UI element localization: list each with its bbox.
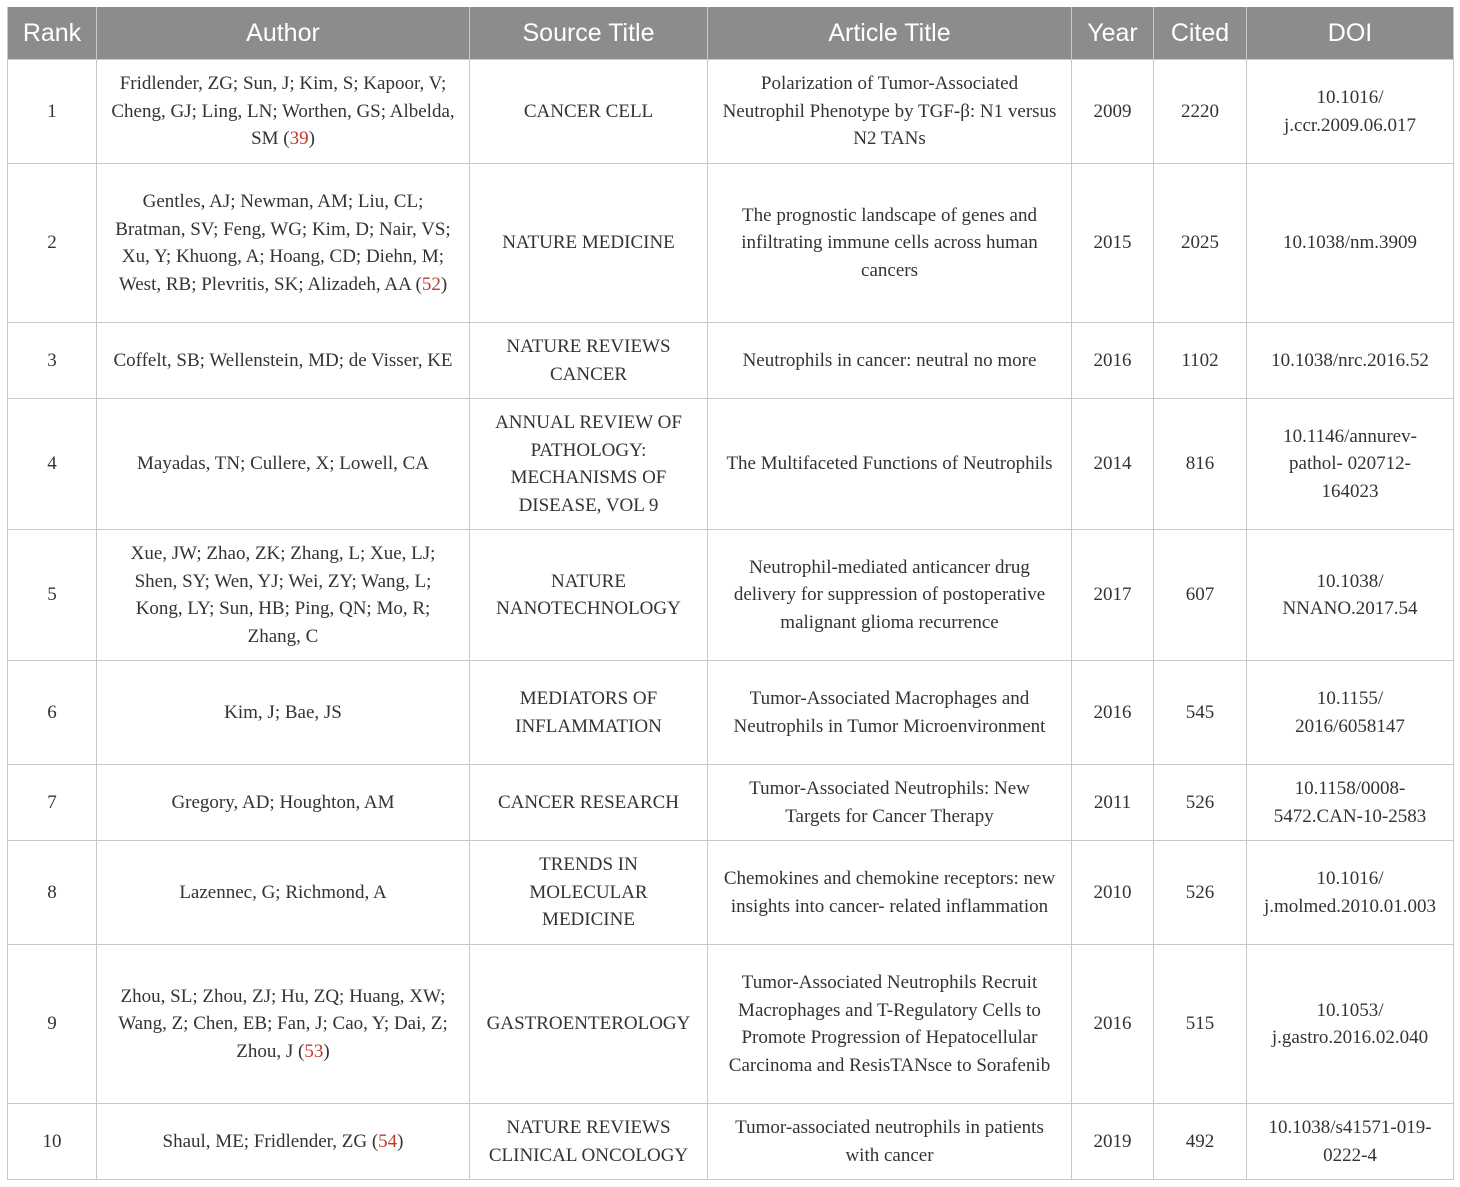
cell-article-title: Tumor-associated neutrophils in patients with cancer <box>708 1104 1072 1180</box>
table-row <box>8 60 1454 164</box>
cell-article-title: Chemokines and chemokine receptors: new insights into cancer- related inflammation <box>708 841 1072 945</box>
cell-source-title: ANNUAL REVIEW OF PATHOLOGY: MECHANISMS OF DISEASE, VOL 9 <box>470 399 708 530</box>
author-names: Shaul, ME; Fridlender, ZG <box>162 1130 368 1152</box>
header-author: Author <box>97 7 470 60</box>
cell-doi: 10.1016/ j.molmed.2010.01.003 <box>1247 841 1454 945</box>
cell-rank: 2 <box>8 164 97 323</box>
cell-article-title: The Multifaceted Functions of Neutrophils <box>708 399 1072 530</box>
table-row <box>8 1104 1454 1180</box>
header-source-title: Source Title <box>470 7 708 60</box>
table-row <box>8 399 1454 530</box>
cell-cited: 1102 <box>1154 323 1247 399</box>
cell-author: Shaul, ME; Fridlender, ZG (54) <box>97 1104 470 1180</box>
cell-source-title: TRENDS IN MOLECULAR MEDICINE <box>470 841 708 945</box>
cell-author: Coffelt, SB; Wellenstein, MD; de Visser, KE <box>97 323 470 399</box>
table-row <box>8 530 1454 661</box>
cell-doi: 10.1038/nrc.2016.52 <box>1247 323 1454 399</box>
cell-year: 2010 <box>1072 841 1154 945</box>
cell-author: Kim, J; Bae, JS <box>97 661 470 765</box>
cell-year: 2016 <box>1072 661 1154 765</box>
cell-article-title: Polarization of Tumor-Associated Neutrophil Phenotype by TGF-β: N1 versus N2 TANs <box>708 60 1072 164</box>
reference-link[interactable]: 52 <box>421 273 441 295</box>
cell-source-title: NATURE NANOTECHNOLOGY <box>470 530 708 661</box>
cell-article-title: Neutrophil-mediated anticancer drug delivery for suppression of postoperative malignant glioma recurrence <box>708 530 1072 661</box>
cell-author: Gentles, AJ; Newman, AM; Liu, CL; Bratman, SV; Feng, WG; Kim, D; Nair, VS; Xu, Y; Khuong, A; Hoang, CD; Diehn, M; West, RB; Plevritis, SK; Alizadeh, AA (52) <box>97 164 470 323</box>
cell-doi: 10.1038/nm.3909 <box>1247 164 1454 323</box>
cell-cited: 526 <box>1154 765 1247 841</box>
cell-year: 2016 <box>1072 323 1154 399</box>
top-cited-articles-table <box>7 7 1454 1180</box>
cell-source-title: GASTROENTEROLOGY <box>470 945 708 1104</box>
cell-cited: 816 <box>1154 399 1247 530</box>
author-names: Fridlender, ZG; Sun, J; Kim, S; Kapoor, V; Cheng, GJ; Ling, LN; Worthen, GS; Albelda, SM <box>111 73 455 150</box>
cell-article-title: Neutrophils in cancer: neutral no more <box>708 323 1072 399</box>
cell-cited: 526 <box>1154 841 1247 945</box>
cell-doi: 10.1155/ 2016/6058147 <box>1247 661 1454 765</box>
header-doi: DOI <box>1247 7 1454 60</box>
cell-author: Zhou, SL; Zhou, ZJ; Hu, ZQ; Huang, XW; Wang, Z; Chen, EB; Fan, J; Cao, Y; Dai, Z; Zhou, J (53) <box>97 945 470 1104</box>
cell-article-title: The prognostic landscape of genes and infiltrating immune cells across human cancers <box>708 164 1072 323</box>
cell-author: Gregory, AD; Houghton, AM <box>97 765 470 841</box>
cell-year: 2019 <box>1072 1104 1154 1180</box>
cell-doi: 10.1038/ NNANO.2017.54 <box>1247 530 1454 661</box>
table-row <box>8 945 1454 1104</box>
citation-table-container <box>7 7 1453 1180</box>
reference-link[interactable]: 54 <box>378 1130 398 1152</box>
cell-source-title: MEDIATORS OF INFLAMMATION <box>470 661 708 765</box>
reference-link[interactable]: 53 <box>304 1040 324 1062</box>
header-cited: Cited <box>1154 7 1247 60</box>
cell-doi: 10.1158/0008- 5472.CAN-10-2583 <box>1247 765 1454 841</box>
cell-cited: 2025 <box>1154 164 1247 323</box>
cell-doi: 10.1053/ j.gastro.2016.02.040 <box>1247 945 1454 1104</box>
header-year: Year <box>1072 7 1154 60</box>
cell-author: Fridlender, ZG; Sun, J; Kim, S; Kapoor, V; Cheng, GJ; Ling, LN; Worthen, GS; Albelda, SM (39) <box>97 60 470 164</box>
cell-year: 2016 <box>1072 945 1154 1104</box>
cell-rank: 8 <box>8 841 97 945</box>
cell-source-title: CANCER CELL <box>470 60 708 164</box>
cell-article-title: Tumor-Associated Macrophages and Neutrophils in Tumor Microenvironment <box>708 661 1072 765</box>
cell-cited: 515 <box>1154 945 1247 1104</box>
cell-source-title: NATURE REVIEWS CLINICAL ONCOLOGY <box>470 1104 708 1180</box>
cell-year: 2009 <box>1072 60 1154 164</box>
table-row <box>8 765 1454 841</box>
cell-rank: 6 <box>8 661 97 765</box>
table-row <box>8 661 1454 765</box>
cell-year: 2014 <box>1072 399 1154 530</box>
cell-author: Lazennec, G; Richmond, A <box>97 841 470 945</box>
cell-rank: 3 <box>8 323 97 399</box>
cell-article-title: Tumor-Associated Neutrophils Recruit Macrophages and T-Regulatory Cells to Promote Progression of Hepatocellular Carcinoma and ResisTANsce to Sorafenib <box>708 945 1072 1104</box>
cell-year: 2015 <box>1072 164 1154 323</box>
cell-source-title: NATURE REVIEWS CANCER <box>470 323 708 399</box>
cell-doi: 10.1016/ j.ccr.2009.06.017 <box>1247 60 1454 164</box>
cell-doi: 10.1038/s41571-019- 0222-4 <box>1247 1104 1454 1180</box>
cell-rank: 10 <box>8 1104 97 1180</box>
cell-rank: 9 <box>8 945 97 1104</box>
cell-article-title: Tumor-Associated Neutrophils: New Targets for Cancer Therapy <box>708 765 1072 841</box>
cell-cited: 545 <box>1154 661 1247 765</box>
cell-year: 2011 <box>1072 765 1154 841</box>
cell-source-title: CANCER RESEARCH <box>470 765 708 841</box>
cell-cited: 607 <box>1154 530 1247 661</box>
cell-cited: 492 <box>1154 1104 1247 1180</box>
header-article-title: Article Title <box>708 7 1072 60</box>
cell-rank: 4 <box>8 399 97 530</box>
cell-doi: 10.1146/annurev- pathol- 020712-164023 <box>1247 399 1454 530</box>
table-body <box>8 60 1454 1180</box>
table-row <box>8 841 1454 945</box>
cell-source-title: NATURE MEDICINE <box>470 164 708 323</box>
cell-rank: 5 <box>8 530 97 661</box>
cell-rank: 1 <box>8 60 97 164</box>
table-row <box>8 164 1454 323</box>
cell-rank: 7 <box>8 765 97 841</box>
header-row <box>8 7 1454 60</box>
cell-cited: 2220 <box>1154 60 1247 164</box>
header-rank: Rank <box>8 7 97 60</box>
table-header <box>8 7 1454 60</box>
reference-link[interactable]: 39 <box>289 128 309 150</box>
cell-year: 2017 <box>1072 530 1154 661</box>
table-row <box>8 323 1454 399</box>
author-names: Zhou, SL; Zhou, ZJ; Hu, ZQ; Huang, XW; Wang, Z; Chen, EB; Fan, J; Cao, Y; Dai, Z; Zhou, J <box>118 985 448 1062</box>
author-names: Gentles, AJ; Newman, AM; Liu, CL; Bratman, SV; Feng, WG; Kim, D; Nair, VS; Xu, Y; Khuong, A; Hoang, CD; Diehn, M; West, RB; Plevritis, SK; Alizadeh, AA <box>115 191 451 295</box>
cell-author: Mayadas, TN; Cullere, X; Lowell, CA <box>97 399 470 530</box>
cell-author: Xue, JW; Zhao, ZK; Zhang, L; Xue, LJ; Shen, SY; Wen, YJ; Wei, ZY; Wang, L; Kong, LY; Sun, HB; Ping, QN; Mo, R; Zhang, C <box>97 530 470 661</box>
